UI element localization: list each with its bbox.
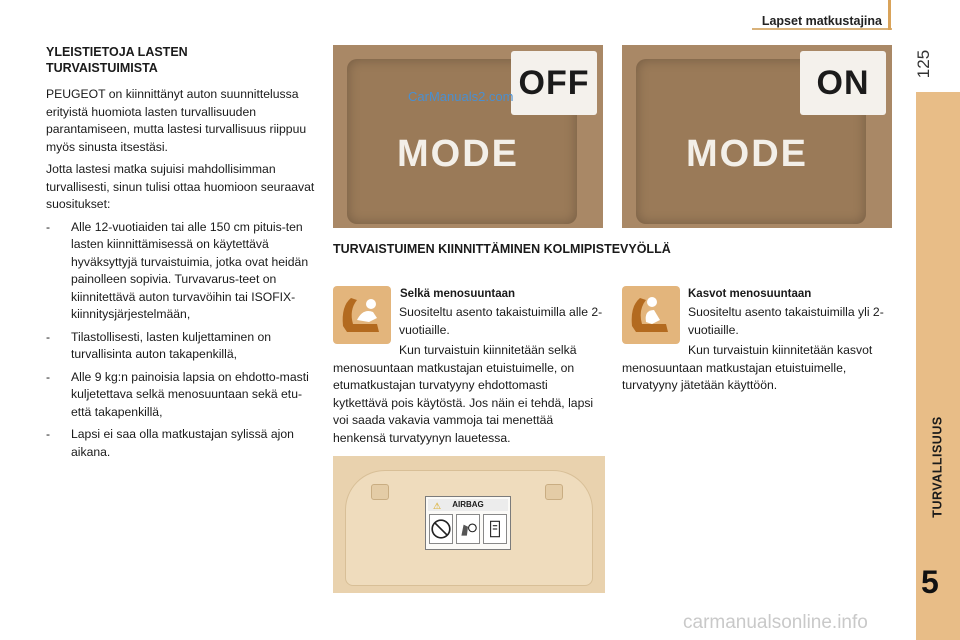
page-number: 125 <box>914 49 934 79</box>
general-paragraph: PEUGEOT on kiinnittänyt auton suunnittelussa erityistä huomiota lasten turvallisuuden parantamiseen, mutta lastesi turvallisuus riippuu myös sinusta itsestäsi. <box>46 87 307 154</box>
forward-facing-recommendation: Suositeltu asento takaistuimilla yli 2-vuotiaille. <box>688 305 884 337</box>
bullet-dash: - <box>46 329 51 344</box>
list-item: - Lapsi ei saa olla matkustajan sylissä ajon aikana. <box>46 427 294 459</box>
rear-facing-heading: Selkä menosuuntaan <box>400 288 516 300</box>
recommendation-list <box>46 219 318 462</box>
chapter-label: TURVALLISUUS <box>930 416 945 518</box>
list-item: - Tilastollisesti, lasten kuljettaminen on turvallisinta auton takapenkillä, <box>46 329 272 361</box>
bullet-dash: - <box>46 427 51 441</box>
bullet-dash: - <box>46 369 51 384</box>
airbag-label-header: ⚠ AIRBAG <box>428 499 508 511</box>
general-text <box>46 86 318 466</box>
sun-visor-photo <box>333 456 605 593</box>
forward-facing-heading: Kasvot menosuuntaan <box>688 288 812 300</box>
mode-label: MODE <box>686 133 808 175</box>
chapter-side-tab <box>916 92 960 640</box>
airbag-deploy-icon <box>456 514 480 544</box>
footer-watermark: carmanualsonline.info <box>683 612 868 633</box>
manual-icon <box>483 514 507 544</box>
chapter-number: 5 <box>921 564 939 600</box>
visor-clip <box>545 484 563 500</box>
watermark: CarManuals2.com <box>408 89 514 104</box>
airbag-pictograms <box>429 514 507 544</box>
forward-facing-instruction: Kun turvaistuin kiinnitetään kasvot menosuuntaan matkustajan etuistuimelle, turvatyyny jätetään käyttöön. <box>622 343 873 392</box>
list-item: - Alle 9 kg:n painoisia lapsia on ehdotto-masti kuljetettava selkä menosuuntaan sekä etu- että takapenkillä, <box>46 369 309 419</box>
off-label: OFF <box>511 51 597 115</box>
general-heading: YLEISTIETOJA LASTEN TURVAISTUIMISTA <box>46 45 188 75</box>
airbag-off-photo <box>333 45 603 228</box>
airbag-on-photo <box>622 45 892 228</box>
rear-facing-text <box>333 304 605 450</box>
mode-label: MODE <box>397 133 519 175</box>
forward-facing-text <box>622 304 894 398</box>
header-rule <box>752 28 892 30</box>
on-label: ON <box>800 51 886 115</box>
warning-icon: ⚠ <box>433 501 442 511</box>
seat-section-heading: TURVAISTUIMEN KIINNITTÄMINEN KOLMIPISTEVYÖLLÄ <box>333 242 671 256</box>
airbag-warning-label <box>425 496 511 550</box>
bullet-dash: - <box>46 219 51 234</box>
visor-clip <box>371 484 389 500</box>
running-header: Lapset matkustajina <box>761 14 882 28</box>
rear-facing-recommendation: Suositeltu asento takaistuimilla alle 2-vuotiaille. <box>399 305 603 337</box>
no-rear-seat-icon <box>429 514 453 544</box>
list-item: - Alle 12-vuotiaiden tai alle 150 cm pituis-ten lasten kiinnittämisessä on käytettävä hyväksyttyjä turvaistuimia, jotka ovat heidän painolleen sopivia. Turvavarus-teet on kiinnitettävä auton turvavöihin tai ISOFIX-kiinnitysjärjestelmään, <box>46 219 309 321</box>
general-paragraph: Jotta lastesi matka sujuisi mahdollisimman turvallisesti, sinun tulisi ottaa huomioon seuraavat suositukset: <box>46 162 315 211</box>
rear-facing-instruction: Kun turvaistuin kiinnitetään selkä menosuuntaan matkustajan etuistuimelle, on etumatkustajan turvatyyny ehdottomasti kytkettävä pois käytöstä. Jos näin ei tehdä, lapsi voi saada vakavia vammoja tai menettää henkensä turvatyynyn lauetessa. <box>333 343 594 445</box>
header-accent-bar <box>888 0 891 30</box>
